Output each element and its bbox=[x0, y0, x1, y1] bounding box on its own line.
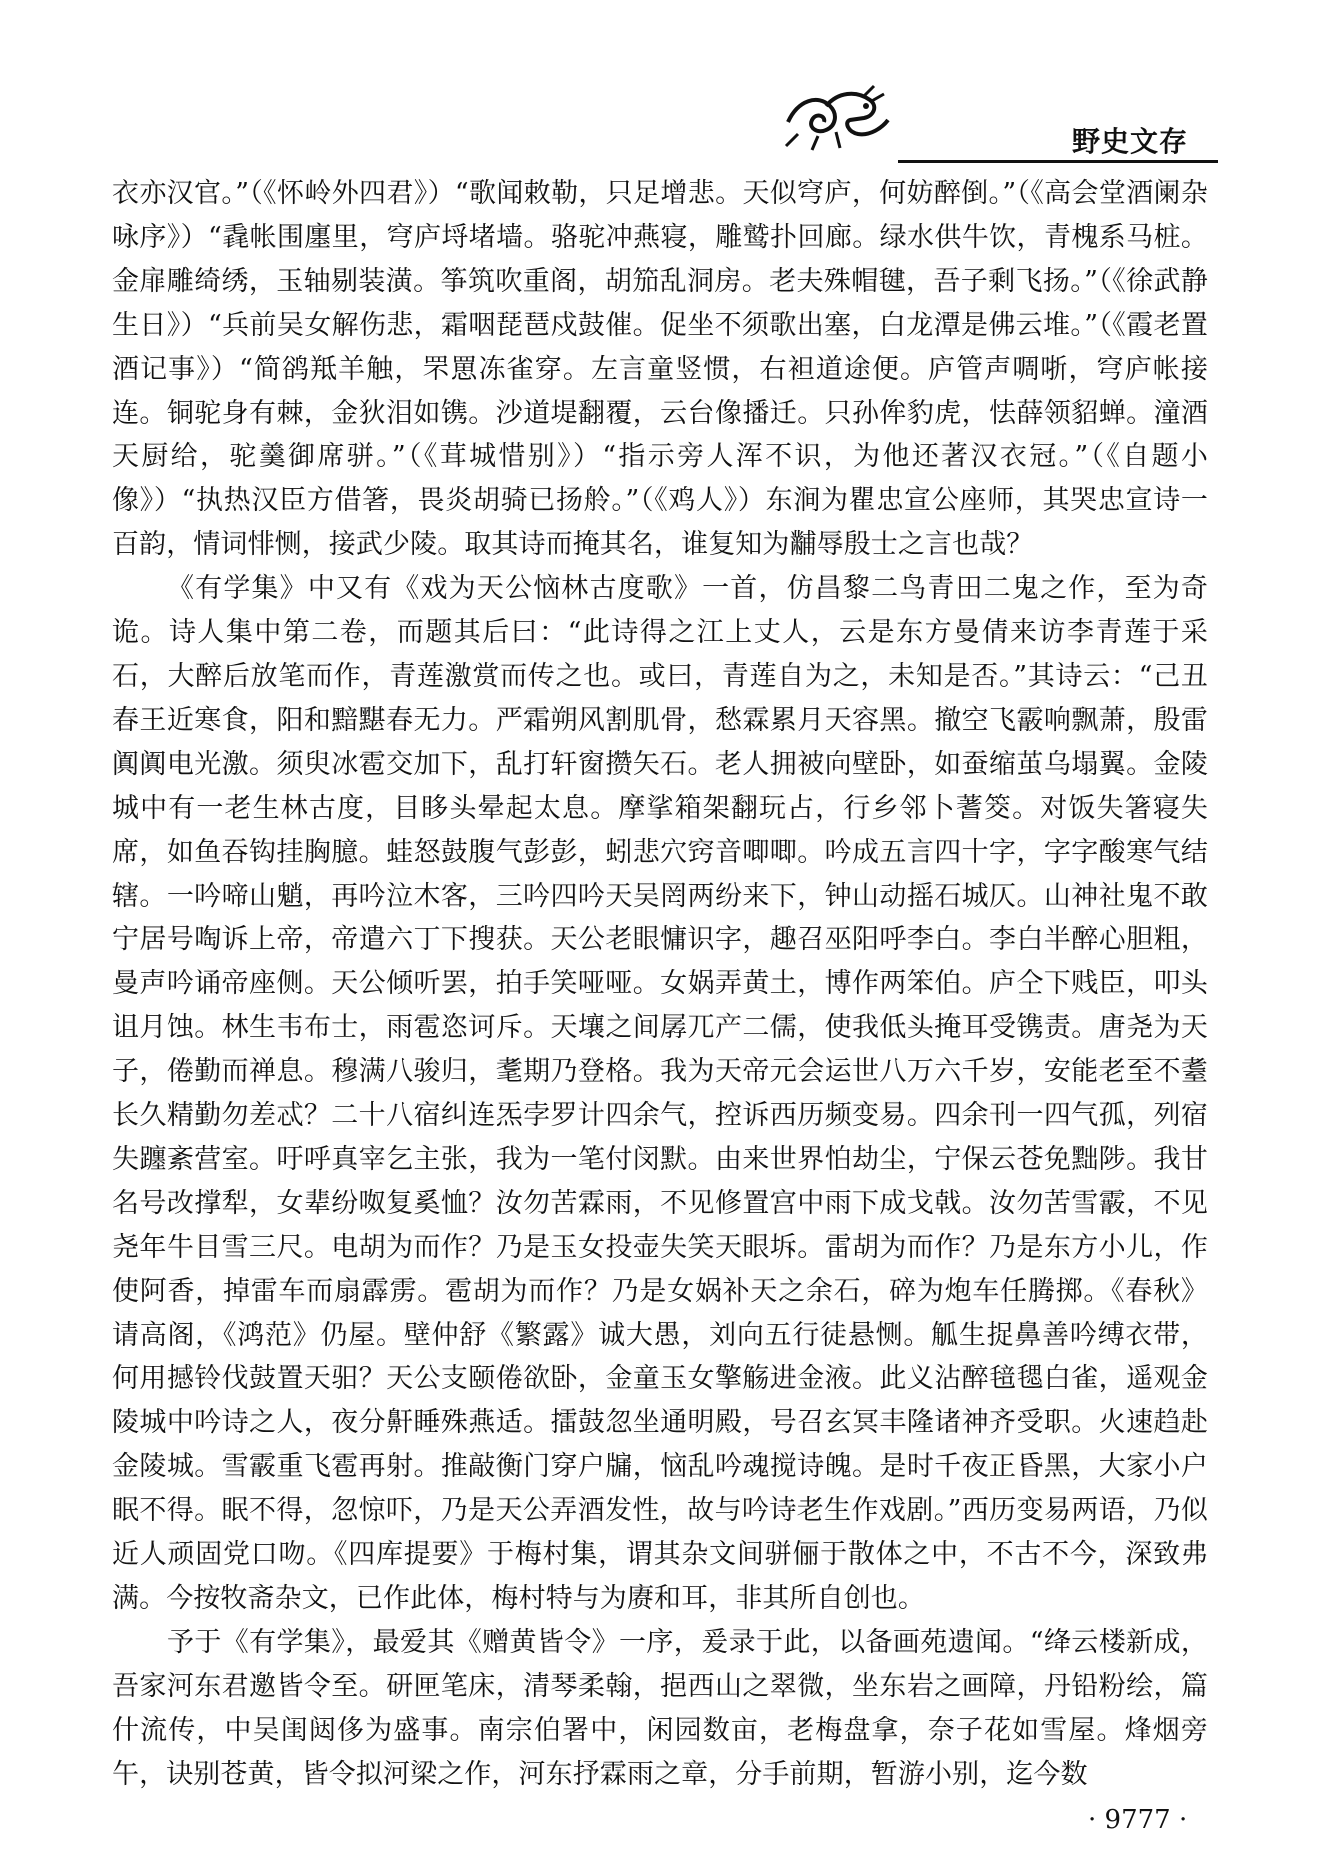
page-number: · 9777 · bbox=[1088, 1805, 1188, 1835]
header-rule bbox=[898, 160, 1218, 163]
book-title: 野史文存 bbox=[1071, 125, 1188, 158]
paragraph: 《有学集》中又有《戏为天公恼林古度歌》一首，仿昌黎二鸟青田二鬼之作，至为奇诡。诗人集中第二卷，而题其后曰：“此诗得之江上丈人，云是东方曼倩来访李青莲于采石，大醉后放笔而作，青莲激赏而传之也。或曰，青莲自为之，未知是否。”其诗云：“己丑春王近寒食，阳和黯黮春无力。严霜朔风割肌骨，愁霖累月天容黑。撤空飞霰响飘萧，殷雷阗阗电光激。须臾冰雹交加下，乱打轩窗攒矢石。老人拥被向壁卧，如蚕缩茧乌塌翼。金陵城中有一老生林古度，目眵头晕起太息。摩挲箱架翻玩占，行乡邻卜蓍筊。对饭失箸寝失席，如鱼吞钩挂胸臆。蛙怒鼓腹气彭彭，蚓悲穴窍音唧唧。吟成五言四十字，字字酸寒气结辖。一吟啼山魈，再吟泣木客，三吟四吟天吴罔两纷来下，钟山动摇石城仄。山神社鬼不敢宁居号啕诉上帝，帝遣六丁下搜获。天公老眼慵识字，趣召巫阳呼李白。李白半醉心胆粗，曼声吟诵帝座侧。天公倾听罢，拍手笑哑哑。女娲弄黄土，博作两笨伯。庐仝下贱臣，叩头诅月蚀。林生韦布士，雨雹恣诃斥。天壤之间孱兀产二儒，使我低头掩耳受镌责。唐尧为天子，倦勤而禅息。穆满八骏归，耄期乃登格。我为天帝元会运世八万六千岁，安能老至不耋长久精勤勿差忒？二十八宿纠连炁孛罗计四余气，控诉西历频变易。四余刊一四气孤，列宿失躔紊营室。吁呼真宰乞主张，我为一笔付闵默。由来世界怕劫尘，宁保云苍免黜陟。我甘名号改撑犁，女辈纷呶复奚恤？汝勿苦霖雨，不见修置宫中雨下成戈戟。汝勿苦雪霰，不见尧年牛目雪三尺。电胡为而作？乃是玉女投壶失笑天眼坼。雷胡为而作？乃是东方小儿，作使阿香，掉雷车而扇霹雳。雹胡为而作？乃是女娲补天之余石，碎为炮车任腾掷。《春秋》请高阁，《鸿范》仍屋。壁仲舒《繁露》诚大愚，刘向五行徒悬恻。觚生捉鼻善吟缚衣带，何用撼铃伐鼓置天驲？天公支颐倦欲卧，金童玉女擎觞进金液。此义沾醉毰毸白雀，遥观金陵城中吟诗之人，夜分鼾睡殊燕适。擂鼓忽坐通明殿，号召玄冥丰隆诸神齐受职。火速趋赴金陵城。雪霰重飞雹再射。推敲衡门穿户牖，恼乱吟魂搅诗魄。是时千夜正昏黑，大家小户眠不得。眠不得，忽惊吓，乃是天公弄酒发性，故与吟诗老生作戏剧。”西历变易两语，乃似近人顽固党口吻。《四库提要》于梅村集，谓其杂文间骈俪于散体之中，不古不今，深致弗满。今按牧斋杂文，已作此体，梅村特与为赓和耳，非其所自创也。 bbox=[112, 573, 1208, 1614]
running-header bbox=[138, 92, 1218, 162]
paragraph: 衣亦汉官。”（《怀岭外四君》）“歌闻敕勒，只足增悲。天似穹庐，何妨醉倒。”（《高会堂酒阑杂咏序》）“毳帐围廛里，穹庐埒堵墙。骆驼冲燕寝，雕鹫扑回廊。绿水供牛饮，青槐系马桩。金扉雕绮绣，玉轴剔装潢。筝筑吹重阁，胡笳乱洞房。老夫殊帽毽，吾子剩飞扬。”（《徐武静生日》）“兵前吴女解伤悲，霜咽琵琶戍鼓催。促坐不须歌出塞，白龙潭是佛云堆。”（《霞老置酒记事》）“简鹆羝羊触，罘罳冻雀穿。左言童竖惯，右袒道途便。庐管声啁哳，穹庐帐接连。铜驼身有棘，金狄泪如镌。沙道堤翻覆，云台像播迁。只孙侔豹虎，怯薛领貂蝉。潼酒天厨给，驼羹御席骈。”（《茸城惜别》）“指示旁人浑不识，为他还著汉衣冠。”（《自题小像》）“执热汉臣方借箸，畏炎胡骑已扬舲。”（《鸡人》）东涧为瞿忠宣公座师，其哭忠宣诗一百韵，情词悱恻，接武少陵。取其诗而掩其名，谁复知为黼辱殷士之言也哉？ bbox=[112, 178, 1208, 561]
page-body bbox=[112, 172, 1208, 1797]
dragon-icon bbox=[778, 82, 898, 154]
paragraph: 予于《有学集》，最爱其《赠黄皆令》一序，爰录于此，以备画苑遗闻。“绛云楼新成，吾家河东君邀皆令至。研匣笔床，清琴柔翰，挹西山之翠微，坐东岩之画障，丹铅粉绘，篇什流传，中吴闺闼侈为盛事。南宗伯署中，闲园数亩，老梅盘拿，奈子花如雪屋。烽烟旁午，诀别苍黄，皆令拟河梁之作，河东抒霖雨之章，分手前期，暂游小别，迄今数 bbox=[112, 1626, 1208, 1790]
